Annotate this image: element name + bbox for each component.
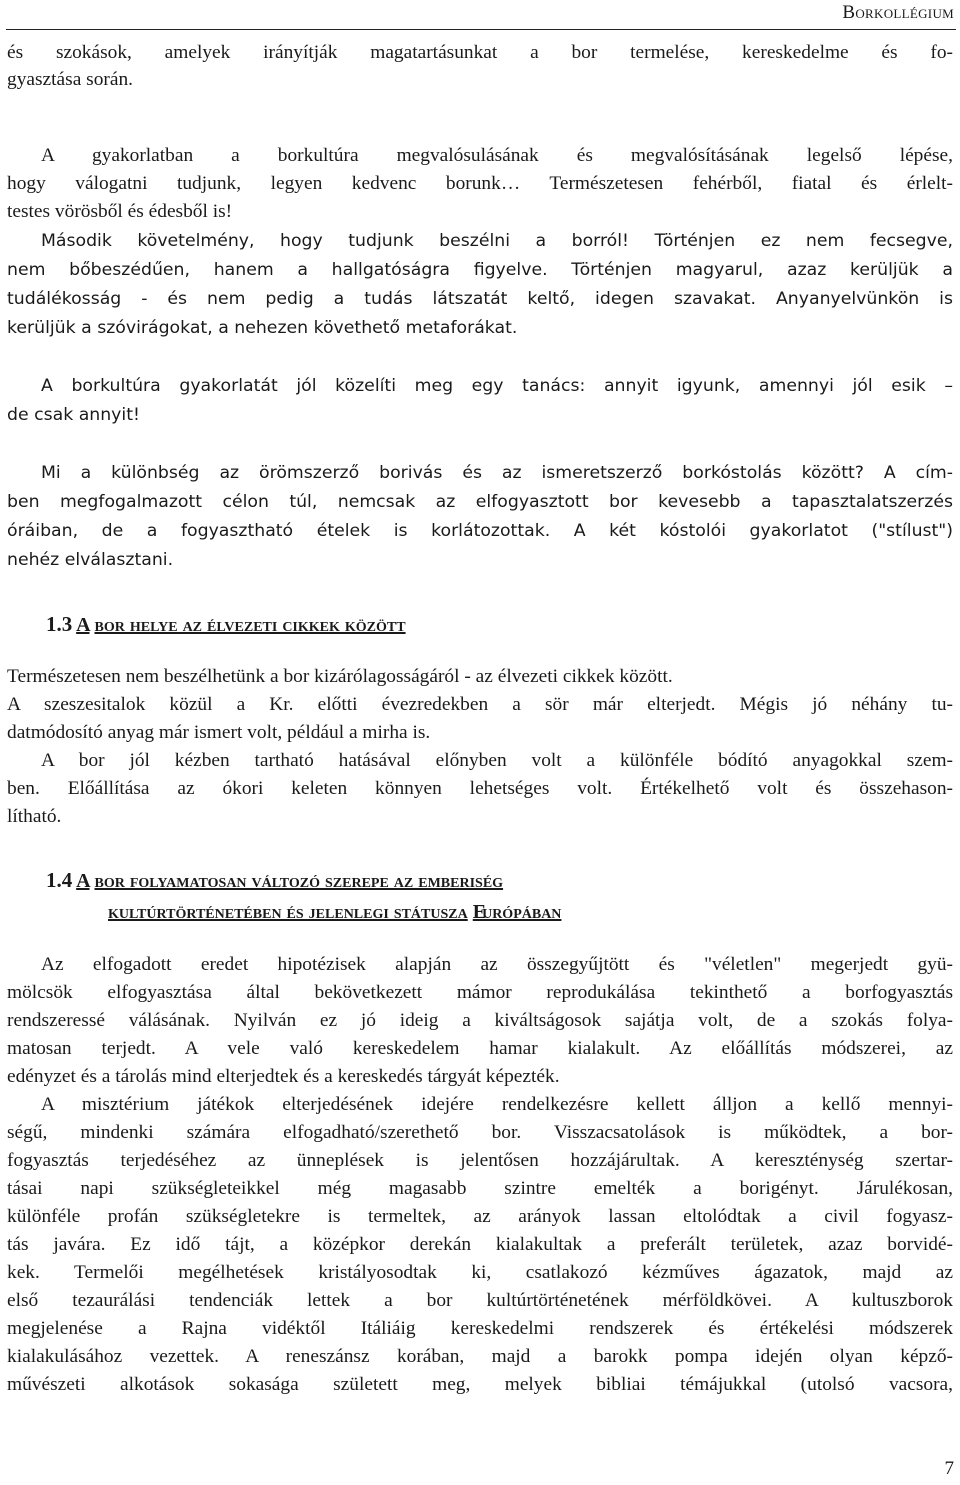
paragraph-line: kek. Termelői megélhetések kristályosodtak ki, csatlakozó kézműves ágazatok, majd az: [7, 1262, 953, 1283]
paragraph-line: művészeti alkotások sokasága született meg, melyek bibliai témájukkal (utolsó vacsora,: [7, 1374, 953, 1395]
paragraph-line: A borkultúra gyakorlatát jól közelíti meg egy tanács: annyit igyunk, amennyi jól esik –: [41, 376, 953, 396]
paragraph-line: edényzet és a tárolás mind elterjedtek és a kereskedés tárgyát képezték.: [7, 1066, 560, 1087]
paragraph-line: és szokások, amelyek irányítják magatartásunkat a bor termelése, kereskedelme és fo-: [7, 42, 953, 63]
heading-initial: A: [76, 614, 90, 636]
section-heading-1-4: [46, 867, 503, 894]
paragraph-line: ben. Előállítása az ókori keleten könnyen lehetséges volt. Értékelhető volt és összehason-: [7, 778, 953, 799]
paragraph-line: Második követelmény, hogy tudjunk beszélni a borról! Történjen ez nem fecsegve,: [41, 231, 953, 251]
running-header: [842, 2, 954, 24]
paragraph-line: ségű, mindenki számára elfogadható/szerethető bor. Visszacsatolások is működtek, a bor-: [7, 1122, 953, 1143]
paragraph-line: matosan terjedt. A vele való kereskedelem hamar kialakult. Az előállítás módszerei, az: [7, 1038, 953, 1059]
heading-text: bor helye az élvezeti cikkek között: [94, 614, 406, 636]
paragraph-line: megjelenése a Rajna vidéktől Itáliáig kereskedelmi rendszerek és értékelési módszerek: [7, 1318, 953, 1339]
paragraph-line: Mi a különbség az örömszerző borivás és az ismeretszerző borkóstolás között? A cím-: [41, 463, 953, 483]
page-number: 7: [944, 1458, 954, 1479]
paragraph-line: tás javára. Ez idő tájt, a középkor derekán kialakultak a preferált területek, azaz borvidé-: [7, 1234, 953, 1255]
paragraph-line: különféle profán szükségletekre is termeltek, az arányok lassan eltolódtak a civil fogyasz-: [7, 1206, 953, 1227]
paragraph-line: mölcsök elfogyasztása által bekövetkezett mámor reprodukálása tekinthető a borfogyasztás: [7, 982, 953, 1003]
heading-initial: A: [76, 870, 90, 892]
paragraph-line: fogyasztás terjedéséhez az ünneplések is jelentősen hozzájárultak. A kereszténység szertar-: [7, 1150, 953, 1171]
heading-number: 1.4: [46, 868, 73, 892]
heading-text-line-1: bor folyamatosan változó szerepe az emberiség: [94, 870, 504, 892]
paragraph-line: tudálékosság - és nem pedig a tudás látszatát keltő, idegen szavakat. Anyanyelvünkön is: [7, 289, 953, 309]
paragraph-line: nem bőbeszédűen, hanem a hallgatóságra figyelve. Történjen magyarul, azaz kerüljük a: [7, 260, 953, 280]
paragraph-line: óráiban, de a fogyasztható ételek is korlátozottak. A két kóstolói gyakorlatot ("stílust"): [7, 521, 953, 541]
paragraph-line: datmódosító anyag már ismert volt, például a mirha is.: [7, 722, 431, 743]
section-heading-1-3: [46, 611, 406, 638]
paragraph-line: de csak annyit!: [7, 405, 140, 425]
paragraph-line: gyasztása során.: [7, 69, 133, 90]
paragraph-line: hogy válogatni tudjunk, legyen kedvenc borunk… Természetesen fehérből, fiatal és érlelt-: [7, 173, 953, 194]
section-heading-1-4-continued: [108, 899, 561, 925]
paragraph-line: Természetesen nem beszélhetünk a bor kizárólagosságáról - az élvezeti cikkek között.: [7, 666, 673, 687]
paragraph-line: tásai napi szükségleteikkel még magasabb szintre emelték a borigényt. Járulékosan,: [7, 1178, 953, 1199]
paragraph-line: A gyakorlatban a borkultúra megvalósulásának és megvalósításának legelső lépése,: [41, 145, 953, 166]
header-rule: [6, 29, 956, 30]
paragraph-line: kerüljük a szóvirágokat, a nehezen követhető metaforákat.: [7, 318, 518, 338]
heading-initial: E: [472, 901, 487, 923]
paragraph-line: A misztérium játékok elterjedésének idejére rendelkezésre kellett álljon a kellő mennyi-: [41, 1094, 953, 1115]
heading-text-line-2-end: urópában: [482, 901, 562, 923]
paragraph-line: rendszeressé válásának. Nyilván ez jó ideig a kiváltságosok sajátja volt, de a szokás folya-: [7, 1010, 953, 1031]
paragraph-line: lítható.: [7, 806, 62, 827]
heading-text-line-2: kultúrtörténetében és jelenlegi státusza: [108, 901, 468, 923]
running-header-text: Borkollégium: [842, 2, 954, 23]
heading-number: 1.3: [46, 612, 73, 636]
paragraph-line: nehéz elválasztani.: [7, 550, 174, 570]
paragraph-line: A szeszesitalok közül a Kr. előtti évezredekben a sör már elterjedt. Mégis jó néhány tu-: [7, 694, 953, 715]
paragraph-line: testes vörösből és édesből is!: [7, 201, 233, 222]
paragraph-line: első tezaurálási tendenciák lettek a bor kultúrtörténetének mérföldkövei. A kultuszborok: [7, 1290, 953, 1311]
paragraph-line: kialakulásához vezettek. A reneszánsz korában, majd a barokk pompa idején olyan képző-: [7, 1346, 953, 1367]
paragraph-line: Az elfogadott eredet hipotézisek alapján az összegyűjtött és "véletlen" megerjedt gyü-: [41, 954, 953, 975]
paragraph-line: ben megfogalmazott célon túl, nemcsak az elfogyasztott bor kevesebb a tapasztalatszerzés: [7, 492, 953, 512]
paragraph-line: A bor jól kézben tartható hatásával előnyben volt a különféle bódító anyagokkal szem-: [41, 750, 953, 771]
